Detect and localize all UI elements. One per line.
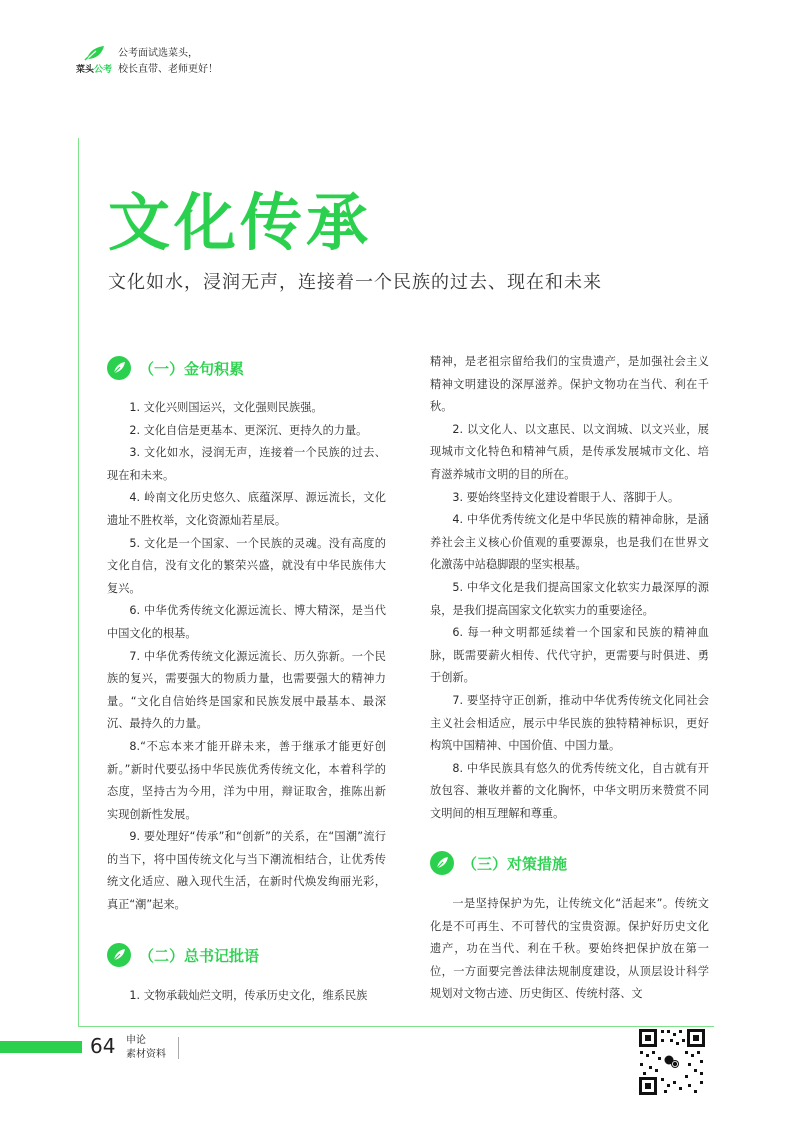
footer-label-line-2: 素材资料: [126, 1049, 166, 1060]
quote-item: 3. 文化如水，浸润无声，连接着一个民族的过去、现在和未来。: [107, 446, 386, 482]
quote-item: 8.“不忘本来才能开辟未来，善于继承才能更好创新。”新时代要弘扬中华民族优秀传统文化，本着科学的态度，坚持古为今用，洋为中用，辩证取舍，推陈出新实现创新性发展。: [107, 739, 386, 821]
footer-label-line-1: 申论: [126, 1035, 146, 1046]
qr-code-icon: [637, 1027, 707, 1097]
section-title-2: （二）总书记批语: [139, 946, 260, 965]
column-right-section-3: [430, 893, 709, 1006]
logo-text-left: 菜头: [76, 65, 95, 75]
bottom-horizontal-rule: [78, 1026, 714, 1027]
page-number: 64: [90, 1034, 116, 1058]
quote-item: 2. 文化自信是更基本、更深沉、更持久的力量。: [129, 423, 368, 437]
section-title-3: （三）对策措施: [462, 854, 568, 873]
footer-label: [126, 1034, 166, 1062]
column-left-section-2: [107, 985, 386, 1008]
logo-text: [76, 62, 112, 75]
slogan-line-2: 校长直带、老师更好！: [118, 64, 218, 75]
quote-item: 6. 每一种文明都延续着一个国家和民族的精神血脉，既需要薪火相传、代代守护，更需要与时俱进、勇于创新。: [430, 626, 709, 685]
left-vertical-rule: [78, 138, 79, 1026]
section-heading-3: [430, 848, 567, 878]
leaf-badge-icon: [430, 851, 454, 875]
quote-item: 6. 中华优秀传统文化源远流长、博大精深，是当代中国文化的根基。: [107, 604, 386, 640]
quote-item: 9. 要处理好“传承”和“创新”的关系，在“国潮”流行的当下，将中国传统文化与当下潮流相结合，让优秀传统文化适应、融入现代生活，在新时代焕发绚丽光彩，真正“潮”起来。: [107, 830, 386, 912]
footer-divider: [178, 1037, 179, 1059]
leaf-badge-icon: [107, 356, 131, 380]
quote-item: 4. 中华优秀传统文化是中华民族的精神命脉，是涵养社会主义核心价值观的重要源泉，也是我们在世界文化激荡中站稳脚跟的坚实根基。: [430, 513, 709, 572]
page-title: 文化传承: [108, 186, 373, 259]
quote-item: 7. 中华优秀传统文化源远流长、历久弥新。一个民族的复兴，需要强大的物质力量，也需要强大的精神力量。“文化自信始终是国家和民族发展中最基本、最深沉、最持久的力量。: [107, 649, 386, 731]
quote-item: 4. 岭南文化历史悠久、底蕴深厚、源远流长，文化遗址不胜枚举，文化资源灿若星辰。: [107, 491, 386, 527]
leaf-logo-icon: [84, 45, 106, 61]
footer-accent-bar: [0, 1041, 82, 1053]
quote-item: 5. 文化是一个国家、一个民族的灵魂。没有高度的文化自信，没有文化的繁荣兴盛，就没有中华民族伟大复兴。: [107, 536, 386, 595]
slogan-line-1: 公考面试选菜头，: [118, 48, 198, 59]
column-left-section-1: [107, 397, 386, 917]
header-slogan: [118, 46, 218, 78]
section-heading-2: [107, 940, 259, 970]
leaf-badge-icon: [107, 943, 131, 967]
measure-paragraph: 一是坚持保护为先，让传统文化“活起来”。传统文化是不可再生、不可替代的宝贵资源。保护好历史文化遗产，功在当代、利在千秋。要始终把保护放在第一位，一方面要完善法律法规制度建设，从顶层设计科学规划对文物古迹、历史街区、传统村落、文: [430, 897, 709, 1001]
page-subtitle: 文化如水，浸润无声，连接着一个民族的过去、现在和未来: [108, 272, 602, 293]
column-right-section-2: [430, 351, 709, 825]
quote-item: 5. 中华文化是我们提高国家文化软实力最深厚的源泉，是我们提高国家文化软实力的重要途径。: [430, 580, 709, 617]
quote-item: 3. 要始终坚持文化建设着眼于人、落脚于人。: [452, 490, 680, 504]
quote-item: 1. 文化兴则国运兴，文化强则民族强。: [129, 401, 323, 414]
logo-text-right: 公考: [94, 65, 113, 75]
quote-item: 7. 要坚持守正创新，推动中华优秀传统文化同社会主义社会相适应，展示中华民族的独特精神标识，更好构筑中国精神、中国价值、中国力量。: [430, 693, 709, 753]
brand-logo: [76, 45, 116, 77]
section-heading-1: [107, 353, 244, 383]
quote-item: 1. 文物承载灿烂文明，传承历史文化，维系民族: [129, 989, 368, 1002]
quote-item: 8. 中华民族具有悠久的优秀传统文化，自古就有开放包容、兼收并蓄的文化胸怀，中华文明历来赞赏不同文明间的相互理解和尊重。: [430, 761, 709, 820]
quote-item: 2. 以文化人、以文惠民、以文润城、以文兴业，展现城市文化特色和精神气质，是传承发展城市文化、培育滋养城市文明的目的所在。: [430, 422, 709, 481]
section-title-1: （一）金句积累: [139, 359, 245, 378]
quote-item-continued: 精神，是老祖宗留给我们的宝贵遗产，是加强社会主义精神文明建设的深厚滋养。保护文物功在当代、利在千秋。: [430, 355, 709, 414]
